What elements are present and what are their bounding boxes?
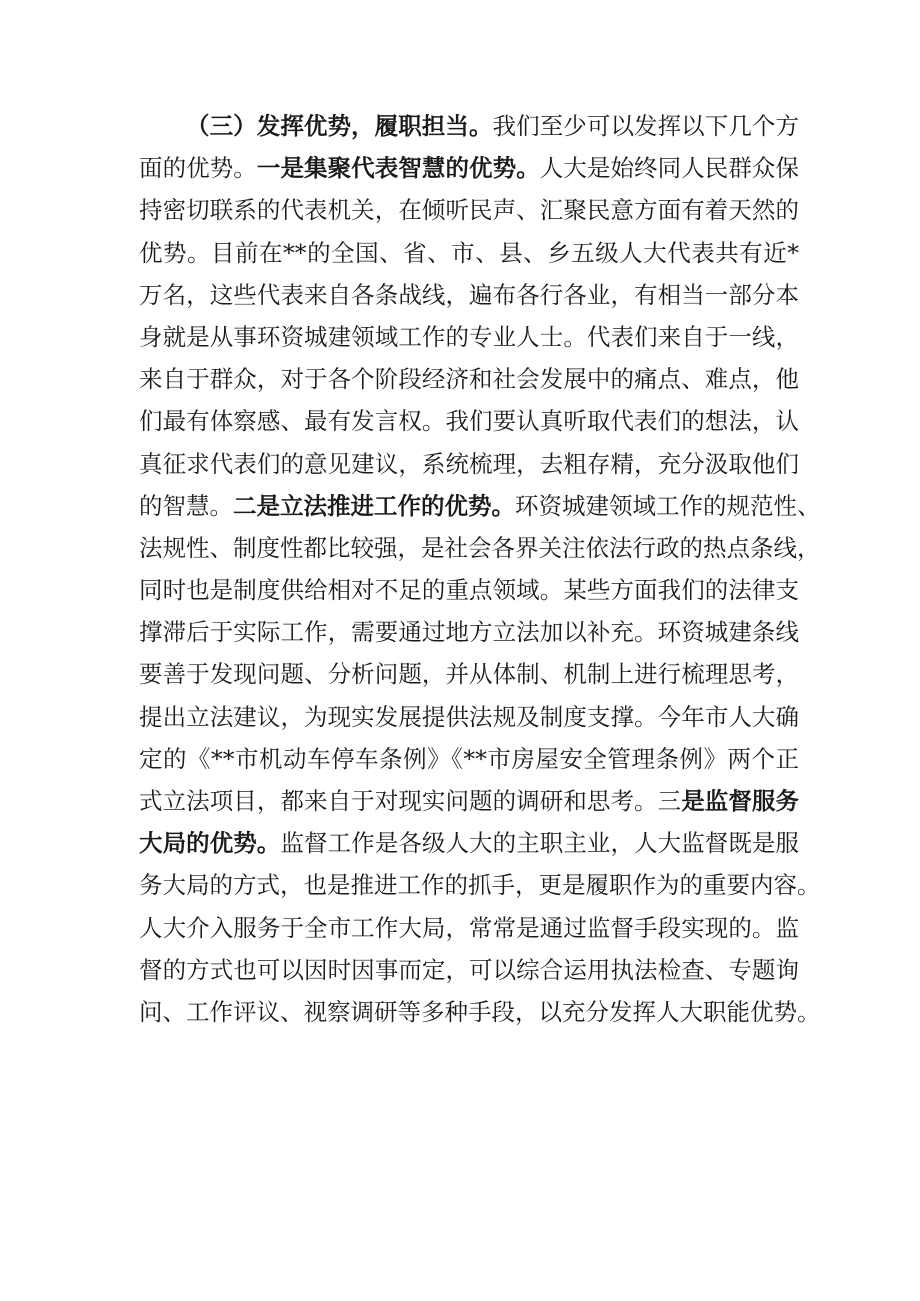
text-run: 督的方式也可以因时因事而定，可以综合运用执法检查、专题询 [139,955,799,984]
text-line [139,232,799,274]
text-line [139,738,799,780]
text-line [139,991,821,1033]
text-line [139,274,799,316]
text-line [139,400,799,442]
bold-heading-run: （三）发挥优势，履职担当。 [186,112,493,140]
text-run: 提出立法建议，为现实发展提供法规及制度支撑。今年市人大确 [139,702,799,731]
text-run: 优势。目前在**的全国、省、市、县、乡五级人大代表共有近* [139,238,799,267]
text-run: 监督工作是各级人大的主职主业，人大监督既是服 [280,829,800,858]
text-run: 身就是从事环资城建领域工作的专业人士。代表们来自于一线， [139,322,799,351]
bold-heading-run: 一是集聚代表智慧的优势。 [256,154,540,183]
text-run: 人大是始终同人民群众保 [539,154,800,183]
text-run: 定的《**市机动车停车条例》《**市房屋安全管理条例》两个正 [139,744,799,773]
text-run: 来自于群众，对于各个阶段经济和社会发展中的痛点、难点，他 [139,365,799,394]
text-run: 们最有体察感、最有发言权。我们要认真听取代表们的想法，认 [139,407,799,436]
bold-heading-run: 二是立法推进工作的优势。 [233,491,515,520]
bold-heading-run: 大局的优势。 [139,829,281,858]
text-line [139,443,799,485]
text-run: 的智慧。 [139,491,233,520]
text-line [139,949,799,991]
text-run: 持密切联系的代表机关，在倾听民声、汇聚民意方面有着天然的 [139,196,799,225]
text-run: 问、工作评议、视察调研等多种手段，以充分发挥人大职能优势。 [139,997,821,1026]
body-paragraph [139,105,821,1033]
text-run: 撑滞后于实际工作，需要通过地方立法加以补充。环资城建条线 [139,618,799,647]
text-line [139,147,799,189]
text-line [139,907,799,949]
text-run: 万名，这些代表来自各条战线，遍布各行各业，有相当一部分本 [139,280,799,309]
text-line [139,864,821,906]
text-run: 面的优势。 [139,154,257,183]
text-line [139,611,799,653]
text-line [139,653,799,695]
text-line [139,189,799,231]
bold-heading-run: 是监督服务 [681,787,799,815]
text-run: 法规性、制度性都比较强，是社会各界关注依法行政的热点条线， [139,533,821,562]
text-line [139,358,799,400]
text-line [139,696,799,738]
text-run: 真征求代表们的意见建议，系统梳理，去粗存精，充分汲取他们 [139,449,799,478]
text-run: 同时也是制度供给相对不足的重点领域。某些方面我们的法律支 [139,576,799,605]
text-run: 我们至少可以发挥以下几个方 [492,112,800,140]
text-run: 务大局的方式，也是推进工作的抓手，更是履职作为的重要内容。 [139,871,821,900]
text-run: 要善于发现问题、分析问题，并从体制、机制上进行梳理思考， [139,660,799,689]
text-run: 环资城建领域工作的规范性、 [515,491,821,520]
text-run: 人大介入服务于全市工作大局，常常是通过监督手段实现的。监 [139,913,799,942]
text-line [139,105,799,147]
text-line [139,780,799,822]
text-run: 式立法项目，都来自于对现实问题的调研和思考。三 [139,787,682,815]
text-line [139,822,799,864]
text-line [139,569,799,611]
text-line [139,527,821,569]
text-line [139,316,799,358]
text-line [139,485,821,527]
